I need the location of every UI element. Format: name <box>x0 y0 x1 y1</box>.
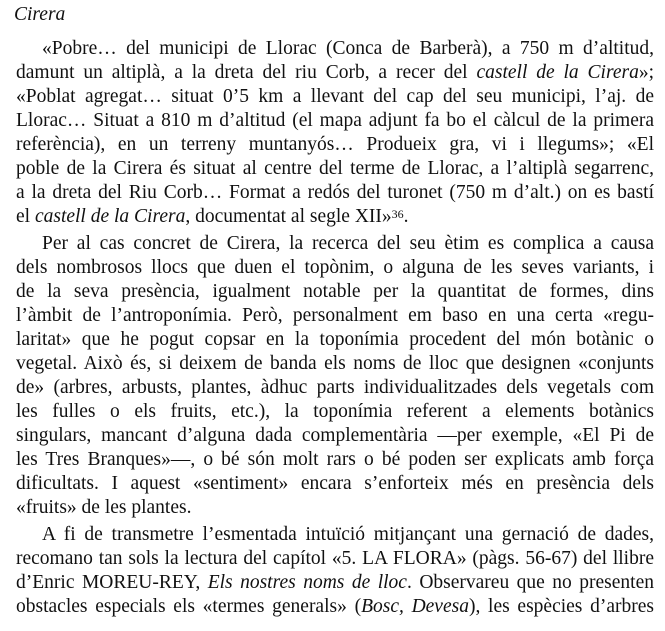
text-line: el castell de la Cirera, documentat al segle XII»$^{36}$. <box>16 206 409 227</box>
text-line: Llorac… Situat a 810 m d’altitud (el mapa adjunt fa bo el càlcul de la primera <box>16 110 654 131</box>
italic-title: castell de la Cirera <box>476 62 639 83</box>
text-line: «Pobre… del municipi de Llorac (Conca de Barberà), a 750 m d’altitud, <box>42 38 654 59</box>
italic-title: castell de la Cirera <box>34 206 186 227</box>
text-line: de» (arbres, arbusts, plantes, àdhuc parts individualitzades dels vegetals com <box>16 377 654 398</box>
text-line: vegetal. Això és, si deixem de banda els noms de lloc que designen «conjunts <box>16 353 654 374</box>
text-line: recomano tan sols la lectura del capítol «5. LA FLORA» (pàgs. 56-67) del llibre <box>16 548 654 569</box>
text-line: les Tres Branques»—, o bé són molt rars o bé poden ser explicats amb força <box>16 449 654 470</box>
italic-title: Els nostres noms de lloc <box>207 572 407 593</box>
text-line: l’àmbit de l’antroponímia. Però, personalment em baso en una certa «regu- <box>16 305 654 326</box>
footnote-marker: 36 <box>391 207 404 221</box>
section-heading: Cirera <box>14 4 66 25</box>
text-line: «Poblat agregat… situat 0’5 km a llevant del cap del seu municipi, l’aj. de <box>16 86 654 107</box>
text-line: «fruits» de les plantes. <box>16 497 192 518</box>
text-line: les fulles o els fruits, etc.), la toponímia referent a elements botànics <box>16 401 654 422</box>
text-line: poble de la Cirera és situat al centre del terme de Llorac, a l’altiplà segarrenc, <box>16 158 654 179</box>
text-line: dificultats. I aquest «sentiment» encara s’enforteix més en presència dels <box>16 473 654 494</box>
text-line: obstacles especials els «termes generals» (Bosc, Devesa), les espècies d’arbres <box>16 596 654 617</box>
text-line: dels nombrosos llocs que duen el topònim, o alguna de les seves variants, i <box>16 257 654 278</box>
text-line: A fi de transmetre l’esmentada intuïció mitjançant una gernació de dades, <box>42 524 654 545</box>
italic-title: Bosc, Devesa <box>361 596 469 617</box>
text-line: damunt un altiplà, a la dreta del riu Corb, a recer del castell de la Cirera»; <box>16 62 654 83</box>
text-line: de la seva presència, igualment notable per la quantitat de formes, dins <box>16 281 654 302</box>
text-line: singulars, mancant d’alguna dada complementària —per exemple, «El Pi de <box>16 425 654 446</box>
text-line: laritat» que he pogut copsar en la toponímia procedent del món botànic o <box>16 329 654 350</box>
text-line: Per al cas concret de Cirera, la recerca del seu ètim es complica a causa <box>42 233 654 254</box>
text-line: d’Enric MOREU-REY, Els nostres noms de lloc. Observareu que no presenten <box>16 572 654 593</box>
text-line: referència), en un terreny muntanyós… Produeix gra, vi i llegums»; «El <box>16 134 654 155</box>
text-line: a la dreta del Riu Corb… Format a redós del turonet (750 m d’alt.) on es bastí <box>16 182 654 203</box>
